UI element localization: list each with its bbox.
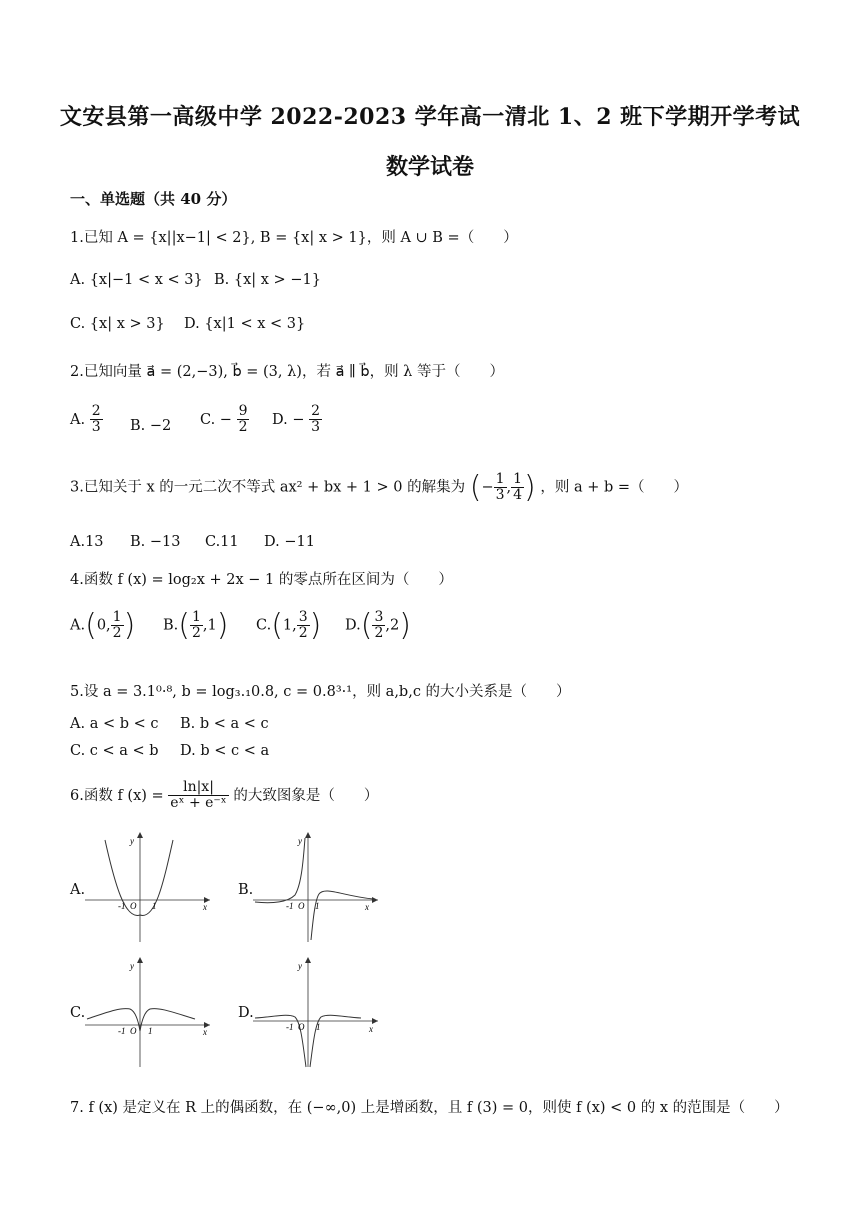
q2-option-a: [70, 404, 103, 436]
q3-paren-close: ): [524, 470, 536, 505]
q4-b-paren-close: ): [216, 608, 229, 643]
q5-option-d: D. b < c < a: [180, 743, 270, 759]
q2-c-num: 9: [238, 403, 248, 419]
q4-a-num: 1: [112, 608, 122, 625]
q6-option-b-label: B.: [238, 882, 254, 898]
q4-d-den: 2: [374, 625, 384, 641]
q4-d-right: ,2: [385, 617, 400, 634]
exam-subtitle: 数学试卷: [385, 154, 474, 180]
x-label: x: [203, 902, 207, 912]
q2-a-den: 3: [91, 419, 101, 436]
q4-option-c: [256, 608, 321, 643]
curve-right: [311, 891, 373, 940]
q4-c-den: 2: [298, 625, 308, 641]
q4-b-right: ,1: [202, 617, 217, 634]
origin-label: O: [130, 901, 137, 911]
q4-d-fraction: [372, 610, 385, 642]
q4-b-num: 1: [191, 608, 201, 625]
x-arrow-icon: [372, 897, 378, 903]
q4-a-left: 0,: [96, 617, 111, 634]
q1-option-b: B. {x| x > −1}: [214, 272, 321, 288]
q4-d-num: 3: [374, 608, 384, 625]
q4-d-paren-open: (: [360, 608, 373, 643]
question-1-stem: 1.已知 A = {x||x−1| < 2}, B = {x| x > 1}，则 A ∪ B =（ ）: [70, 230, 518, 246]
q6-option-c-label: C.: [70, 1005, 86, 1021]
q2-d-label: D. −: [272, 411, 305, 428]
q5-option-a: A. a < b < c: [70, 716, 159, 732]
q4-c-label: C.: [256, 617, 272, 634]
question-3-stem: 3.已知关于 x 的一元二次不等式 ax² + bx + 1 > 0 的解集为 (− $\frac{1}{3}$ , $\frac{1}{4}$ ) ，则 a + b =（ ）: [70, 470, 689, 505]
q4-c-num: 3: [298, 608, 308, 625]
origin-label: O: [130, 1026, 137, 1036]
q2-d-fraction: [309, 404, 322, 436]
curve-left: [255, 838, 305, 903]
q2-c-label: C. −: [200, 411, 232, 428]
q3-stem-post: ，则 a + b =（ ）: [540, 479, 689, 496]
q2-c-den: 2: [238, 419, 248, 436]
q4-a-fraction: [111, 610, 124, 642]
q4-c-fraction: [297, 610, 310, 642]
tick-1: 1: [152, 901, 157, 911]
tick-neg1: -1: [286, 1022, 294, 1032]
q6-f-num: ln|x|: [168, 780, 228, 796]
q4-option-d: [345, 608, 411, 643]
q3-stem-pre: 3.已知关于 x 的一元二次不等式 ax² + bx + 1 > 0 的解集为: [70, 479, 466, 496]
x-label: x: [369, 1024, 373, 1034]
q3-f1-num: 1: [495, 470, 505, 487]
q6-option-a-label: A.: [70, 882, 86, 898]
q6-option-d-label: D.: [238, 1005, 254, 1021]
y-label: y: [298, 836, 302, 846]
q3-f2-den: 4: [513, 487, 523, 503]
q4-option-b: [163, 608, 228, 643]
q1-option-d: D. {x|1 < x < 3}: [184, 316, 306, 332]
tick-neg1: -1: [118, 1026, 126, 1036]
question-5-stem: 5.设 a = 3.1⁰·⁸, b = log₃.₁0.8, c = 0.8³·¹，则 a,b,c 的大小关系是（ ）: [70, 684, 571, 700]
origin-label: O: [298, 1022, 305, 1032]
origin-label: O: [298, 901, 305, 911]
q2-a-num: 2: [91, 403, 101, 419]
question-6-stem: [70, 780, 378, 812]
q3-option-c: C.11: [205, 534, 239, 550]
q3-paren-open: (: [469, 470, 482, 505]
q2-option-b: B. −2: [130, 418, 172, 434]
q6-fraction: [168, 780, 228, 812]
q5-option-c: C. c < a < b: [70, 743, 159, 759]
y-label: y: [130, 836, 134, 846]
exam-title: 文安县第一高级中学 2022-2023 学年高一清北 1、2 班下学期开学考试: [59, 104, 801, 130]
q2-c-fraction: [237, 404, 250, 436]
q2-a-label: A.: [70, 411, 86, 428]
q4-b-den: 2: [191, 625, 201, 641]
q4-b-paren-open: (: [178, 608, 190, 643]
q6-graph-a: [85, 830, 215, 945]
q6-stem-post: 的大致图象是（ ）: [233, 787, 379, 804]
tick-1: 1: [316, 1022, 321, 1032]
q1-option-c: C. {x| x > 3}: [70, 316, 165, 332]
y-arrow-icon: [305, 957, 311, 963]
tick-1: 1: [315, 901, 320, 911]
q4-a-den: 2: [112, 625, 122, 641]
y-arrow-icon: [305, 832, 311, 838]
q2-d-den: 3: [311, 419, 321, 436]
q4-b-fraction: [190, 610, 203, 642]
q3-option-a: A.13: [70, 534, 104, 550]
q6-graph-d: [253, 955, 383, 1070]
q3-option-d: D. −11: [264, 534, 315, 550]
q6-graph-c: [85, 955, 215, 1070]
x-label: x: [203, 1027, 207, 1037]
q6-graph-b: [253, 830, 383, 945]
tick-1: 1: [148, 1026, 153, 1036]
q1-option-a: A. {x|−1 < x < 3}: [70, 272, 203, 288]
q2-d-num: 2: [311, 403, 321, 419]
q2-option-d: [272, 404, 322, 436]
q3-option-b: B. −13: [130, 534, 181, 550]
y-label: y: [298, 961, 302, 971]
q4-c-left: 1,: [282, 617, 297, 634]
q2-a-fraction: [90, 404, 103, 436]
q4-a-paren-open: (: [85, 608, 97, 643]
question-7-stem: 7. f (x) 是定义在 R 上的偶函数，在 (−∞,0) 上是增函数，且 f (3) = 0，则使 f (x) < 0 的 x 的范围是（ ）: [70, 1100, 789, 1116]
q4-c-paren-close: ): [309, 608, 322, 643]
q6-f-den: eˣ + e⁻ˣ: [170, 795, 227, 812]
q4-c-paren-open: (: [271, 608, 283, 643]
curve: [105, 840, 173, 915]
q4-a-paren-close: ): [123, 608, 136, 643]
q3-f2-num: 1: [513, 470, 523, 487]
y-arrow-icon: [137, 957, 143, 963]
q3-fraction-1: [494, 472, 507, 504]
q2-option-c: [200, 404, 249, 436]
q4-d-label: D.: [345, 617, 361, 634]
tick-neg1: -1: [118, 901, 126, 911]
q4-option-a: [70, 608, 135, 643]
q3-f1-den: 3: [495, 487, 505, 503]
q3-fraction-2: [511, 472, 524, 504]
question-2-stem: 2.已知向量 a⃗ = (2,−3), b⃗ = (3, λ)，若 a⃗ ∥ b⃗，则 λ 等于（ ）: [70, 364, 504, 380]
tick-neg1: -1: [286, 901, 294, 911]
y-label: y: [130, 961, 134, 971]
q5-option-b: B. b < a < c: [180, 716, 269, 732]
x-label: x: [365, 902, 369, 912]
q6-stem-pre: 6.函数 f (x) =: [70, 787, 164, 804]
question-4-stem: 4.函数 f (x) = log₂x + 2x − 1 的零点所在区间为（ ）: [70, 572, 453, 588]
section-heading: 一、单选题（共 40 分）: [70, 190, 237, 208]
q4-b-label: B.: [163, 617, 179, 634]
q4-d-paren-close: ): [399, 608, 411, 643]
y-arrow-icon: [137, 832, 143, 838]
q4-a-label: A.: [70, 617, 86, 634]
